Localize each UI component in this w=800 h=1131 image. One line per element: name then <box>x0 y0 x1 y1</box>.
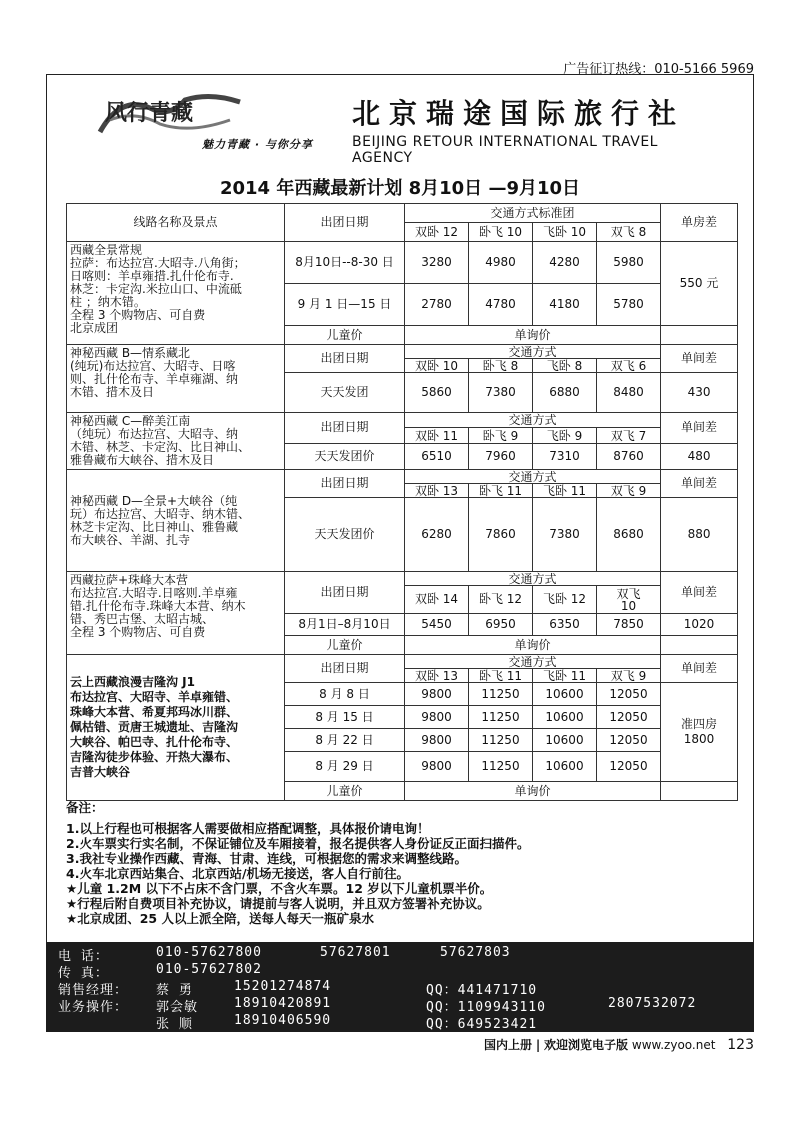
ops-qq: QQ：649523421 <box>426 1017 538 1032</box>
route-5-date: 8月1日–8月10日 <box>285 614 405 636</box>
price-cell: 3280 <box>405 242 469 284</box>
transport-type: 双卧 13 <box>405 484 469 498</box>
route-5-desc: 西藏拉萨+珠峰大本营 布达拉宫.大昭寺.日喀则.羊卓雍 错.扎什伦布寺.珠峰大本营、纳木 错、秀巴古堡、太昭古城、 全程 3 个购物店、可自费 <box>67 572 285 655</box>
table-row <box>67 413 738 428</box>
single-diff-header: 单间差 <box>661 470 738 498</box>
date-header: 出团日期 <box>285 572 405 614</box>
remarks-section <box>66 800 746 926</box>
footer-separator: | <box>535 1038 541 1052</box>
inquiry-label: 单询价 <box>405 782 661 801</box>
price-cell: 12050 <box>597 683 661 706</box>
agency-logo-banner <box>90 90 720 166</box>
transport-type: 飞卧 8 <box>533 359 597 373</box>
price-cell: 6950 <box>469 614 533 636</box>
price-cell: 9800 <box>405 729 469 752</box>
tel-number: 010-57627800 <box>156 945 262 960</box>
price-cell: 9800 <box>405 752 469 782</box>
price-cell: 11250 <box>469 706 533 729</box>
remark-line: 1.以上行程也可根据客人需要做相应搭配调整，具体报价请电询！ <box>66 821 430 836</box>
price-cell: 7380 <box>533 498 597 572</box>
remark-line: 2.火车票实行实名制，不保证铺位及车厢接着，报名提供客人身份证反正面扫描件。 <box>66 836 530 851</box>
manager-name: 蔡 勇 <box>156 983 193 998</box>
transport-type: 双飞 9 <box>597 669 661 683</box>
date-header: 出团日期 <box>285 655 405 683</box>
col-route-header: 线路名称及景点 <box>67 204 285 242</box>
table-row <box>67 470 738 484</box>
price-cell: 11250 <box>469 752 533 782</box>
price-cell: 8480 <box>597 373 661 413</box>
manager-qq: QQ：441471710 <box>426 983 538 998</box>
price-cell: 12050 <box>597 706 661 729</box>
price-cell: 10600 <box>533 706 597 729</box>
plan-title: 2014 年西藏最新计划 8月10日 —9月10日 <box>219 178 581 199</box>
transport-header: 交通方式 <box>405 413 661 428</box>
price-cell: 5980 <box>597 242 661 284</box>
route-6-desc: 云上西藏浪漫吉隆沟 J1 布达拉宫、大昭寺、羊卓雍错、 珠峰大本营、希夏邦玛冰川群、 佩枯错、贡唐王城遗址、吉隆沟 大峡谷、帕巴寺、扎什伦布寺、 吉隆沟徒步体验、开热大瀑布、 吉普大峡谷 <box>67 655 285 801</box>
empty-cell <box>661 326 738 345</box>
transport-type: 双飞 6 <box>597 359 661 373</box>
price-cell: 5780 <box>597 284 661 326</box>
single-diff-header: 单间差 <box>661 413 738 444</box>
price-cell: 6510 <box>405 443 469 469</box>
table-row <box>67 242 738 284</box>
price-cell: 5860 <box>405 373 469 413</box>
tel-label: 电 话： <box>58 949 109 964</box>
col-single-header: 单房差 <box>661 204 738 242</box>
transport-type: 飞卧 10 <box>533 223 597 242</box>
route-4-date: 天天发团价 <box>285 498 405 572</box>
transport-header: 交通方式 <box>405 655 661 669</box>
date-header: 出团日期 <box>285 470 405 498</box>
ad-hotline: 广告征订热线：010-5166 5969 <box>563 62 754 77</box>
transport-type: 卧飞 11 <box>469 669 533 683</box>
manager-phone: 15201274874 <box>234 979 332 994</box>
remarks-title: 备注： <box>66 800 104 815</box>
transport-type: 双飞 7 <box>597 428 661 443</box>
date-header: 出团日期 <box>285 345 405 373</box>
price-cell: 11250 <box>469 729 533 752</box>
transport-type: 双卧 13 <box>405 669 469 683</box>
transport-header: 交通方式 <box>405 345 661 359</box>
transport-type: 飞卧 12 <box>533 586 597 614</box>
ops-qq-2: 2807532072 <box>608 996 697 1011</box>
price-cell: 12050 <box>597 752 661 782</box>
route-2-date: 天天发团 <box>285 373 405 413</box>
single-diff-header: 单间差 <box>661 345 738 373</box>
transport-header: 交通方式 <box>405 470 661 484</box>
col-date-header: 出团日期 <box>285 204 405 242</box>
single-diff-header: 单间差 <box>661 655 738 683</box>
transport-header: 交通方式 <box>405 572 661 586</box>
transport-type: 飞卧 9 <box>533 428 597 443</box>
logo-slogan: 魅力青藏 · 与你分享 <box>202 138 313 151</box>
single-diff-header: 单间差 <box>661 572 738 614</box>
logo-script-icon <box>90 90 260 140</box>
price-cell: 4180 <box>533 284 597 326</box>
price-cell: 11250 <box>469 683 533 706</box>
fax-number: 010-57627802 <box>156 962 262 977</box>
child-price-label: 儿童价 <box>285 782 405 801</box>
route-1-desc: 西藏全景常规 拉萨：布达拉宫.大昭寺.八角街； 日喀则：羊卓雍措.扎什伦布寺. 林芝：卡定沟.米拉山口、中流砥 柱 ；纳木错。 全程 3 个购物店、可自费 北京成团 <box>67 242 285 345</box>
remark-line: ★北京成团、25 人以上派全陪，送每人每天一瓶矿泉水 <box>66 911 374 926</box>
route-3-desc: 神秘西藏 C—醉美江南 （纯玩）布达拉宫、大昭寺、纳 木错、林芝、卡定沟、比日神山、 雅鲁藏布大峡谷、措木及日 <box>67 413 285 470</box>
route-1-date-2: 9 月 1 日—15 日 <box>285 284 405 326</box>
price-cell: 2780 <box>405 284 469 326</box>
transport-type: 卧飞 11 <box>469 484 533 498</box>
transport-type: 卧飞 10 <box>469 223 533 242</box>
table-row <box>67 345 738 359</box>
manager-label: 销售经理： <box>58 983 129 998</box>
price-cell: 6280 <box>405 498 469 572</box>
transport-type: 双卧 10 <box>405 359 469 373</box>
price-cell: 4780 <box>469 284 533 326</box>
transport-type: 卧飞 9 <box>469 428 533 443</box>
transport-type: 双卧 14 <box>405 586 469 614</box>
price-cell: 7310 <box>533 443 597 469</box>
inquiry-label: 单询价 <box>405 326 661 345</box>
transport-type: 双飞 9 <box>597 484 661 498</box>
price-cell: 10600 <box>533 752 597 782</box>
page-number: 123 <box>727 1037 754 1053</box>
route-6-date: 8 月 22 日 <box>285 729 405 752</box>
route-6-date: 8 月 15 日 <box>285 706 405 729</box>
tel-number: 57627803 <box>440 945 511 960</box>
child-price-label: 儿童价 <box>285 326 405 345</box>
route-3-date: 天天发团价 <box>285 443 405 469</box>
route-3-single: 480 <box>661 443 738 469</box>
remark-line: ★行程后附自费项目补充协议，请提前与客人说明，并且双方签署补充协议。 <box>66 896 490 911</box>
child-price-label: 儿童价 <box>285 636 405 655</box>
logo-script-text: 风行青藏 <box>105 100 194 126</box>
transport-type: 飞卧 11 <box>533 669 597 683</box>
price-cell: 12050 <box>597 729 661 752</box>
ops-phone: 18910406590 <box>234 1013 332 1028</box>
ops-name: 张 顺 <box>156 1017 193 1032</box>
price-cell: 4980 <box>469 242 533 284</box>
price-cell: 8680 <box>597 498 661 572</box>
route-6-date: 8 月 29 日 <box>285 752 405 782</box>
footer-slogan: 欢迎浏览电子版 <box>544 1038 629 1052</box>
inquiry-label: 单询价 <box>405 636 661 655</box>
transport-type: 双卧 11 <box>405 428 469 443</box>
route-5-single: 1020 <box>661 614 738 636</box>
route-4-single: 880 <box>661 498 738 572</box>
empty-cell <box>661 782 738 801</box>
route-4-desc: 神秘西藏 D—全景+大峡谷（纯 玩）布达拉宫、大昭寺、纳木错、 林芝卡定沟、比日神山、雅鲁藏 布大峡谷、羊湖、扎寺 <box>67 470 285 572</box>
route-1-single: 550 元 <box>661 242 738 326</box>
ops-label: 业务操作： <box>58 1000 129 1015</box>
empty-cell <box>661 636 738 655</box>
price-cell: 6880 <box>533 373 597 413</box>
price-cell: 7960 <box>469 443 533 469</box>
route-6-single: 准四房 1800 <box>661 683 738 782</box>
route-2-single: 430 <box>661 373 738 413</box>
price-cell: 4280 <box>533 242 597 284</box>
fax-label: 传 真： <box>58 966 109 981</box>
col-transport-header: 交通方式标准团 <box>405 204 661 223</box>
remark-line: 3.我社专业操作西藏、青海、甘肃、连线，可根据您的需求来调整线路。 <box>66 851 467 866</box>
transport-type: 双飞 8 <box>597 223 661 242</box>
price-cell: 9800 <box>405 706 469 729</box>
table-row <box>67 655 738 669</box>
tour-price-table <box>66 203 738 801</box>
contact-panel <box>46 942 754 1032</box>
route-6-date: 8 月 8 日 <box>285 683 405 706</box>
transport-type: 双飞 10 <box>597 586 661 614</box>
price-cell: 7860 <box>469 498 533 572</box>
transport-type: 卧飞 8 <box>469 359 533 373</box>
agency-name-en: BEIJING RETOUR INTERNATIONAL TRAVEL AGENCY <box>352 134 658 166</box>
route-2-desc: 神秘西藏 B—情系藏北 (纯玩)布达拉宫、大昭寺、日喀 则、扎什伦布寺、羊卓雍湖、纳 木错、措木及日 <box>67 345 285 413</box>
transport-type: 卧飞 12 <box>469 586 533 614</box>
table-header-row <box>67 204 738 223</box>
ops-name: 郭会敏 <box>156 1000 199 1015</box>
date-header: 出团日期 <box>285 413 405 444</box>
page-footer <box>484 1036 754 1053</box>
ops-phone: 18910420891 <box>234 996 332 1011</box>
tel-number: 57627801 <box>320 945 391 960</box>
price-cell: 5450 <box>405 614 469 636</box>
price-cell: 7380 <box>469 373 533 413</box>
price-cell: 8760 <box>597 443 661 469</box>
ops-qq: QQ：1109943110 <box>426 1000 546 1015</box>
remark-line: ★儿童 1.2M 以下不占床不含门票，不含火车票。12 岁以下儿童机票半价。 <box>66 881 493 896</box>
agency-name-cn: 北京瑞途国际旅行社 <box>352 97 686 130</box>
price-cell: 7850 <box>597 614 661 636</box>
transport-type: 飞卧 11 <box>533 484 597 498</box>
table-row <box>67 572 738 586</box>
footer-section: 国内上册 <box>483 1038 532 1052</box>
transport-type: 双卧 12 <box>405 223 469 242</box>
price-cell: 10600 <box>533 729 597 752</box>
price-cell: 6350 <box>533 614 597 636</box>
remark-line: 4.火车北京西站集合、北京西站/机场无接送，客人自行前往。 <box>66 866 410 881</box>
footer-site-link[interactable]: www.zyoo.net <box>631 1038 716 1052</box>
price-cell: 10600 <box>533 683 597 706</box>
price-cell: 9800 <box>405 683 469 706</box>
route-1-date-1: 8月10日--8-30 日 <box>285 242 405 284</box>
